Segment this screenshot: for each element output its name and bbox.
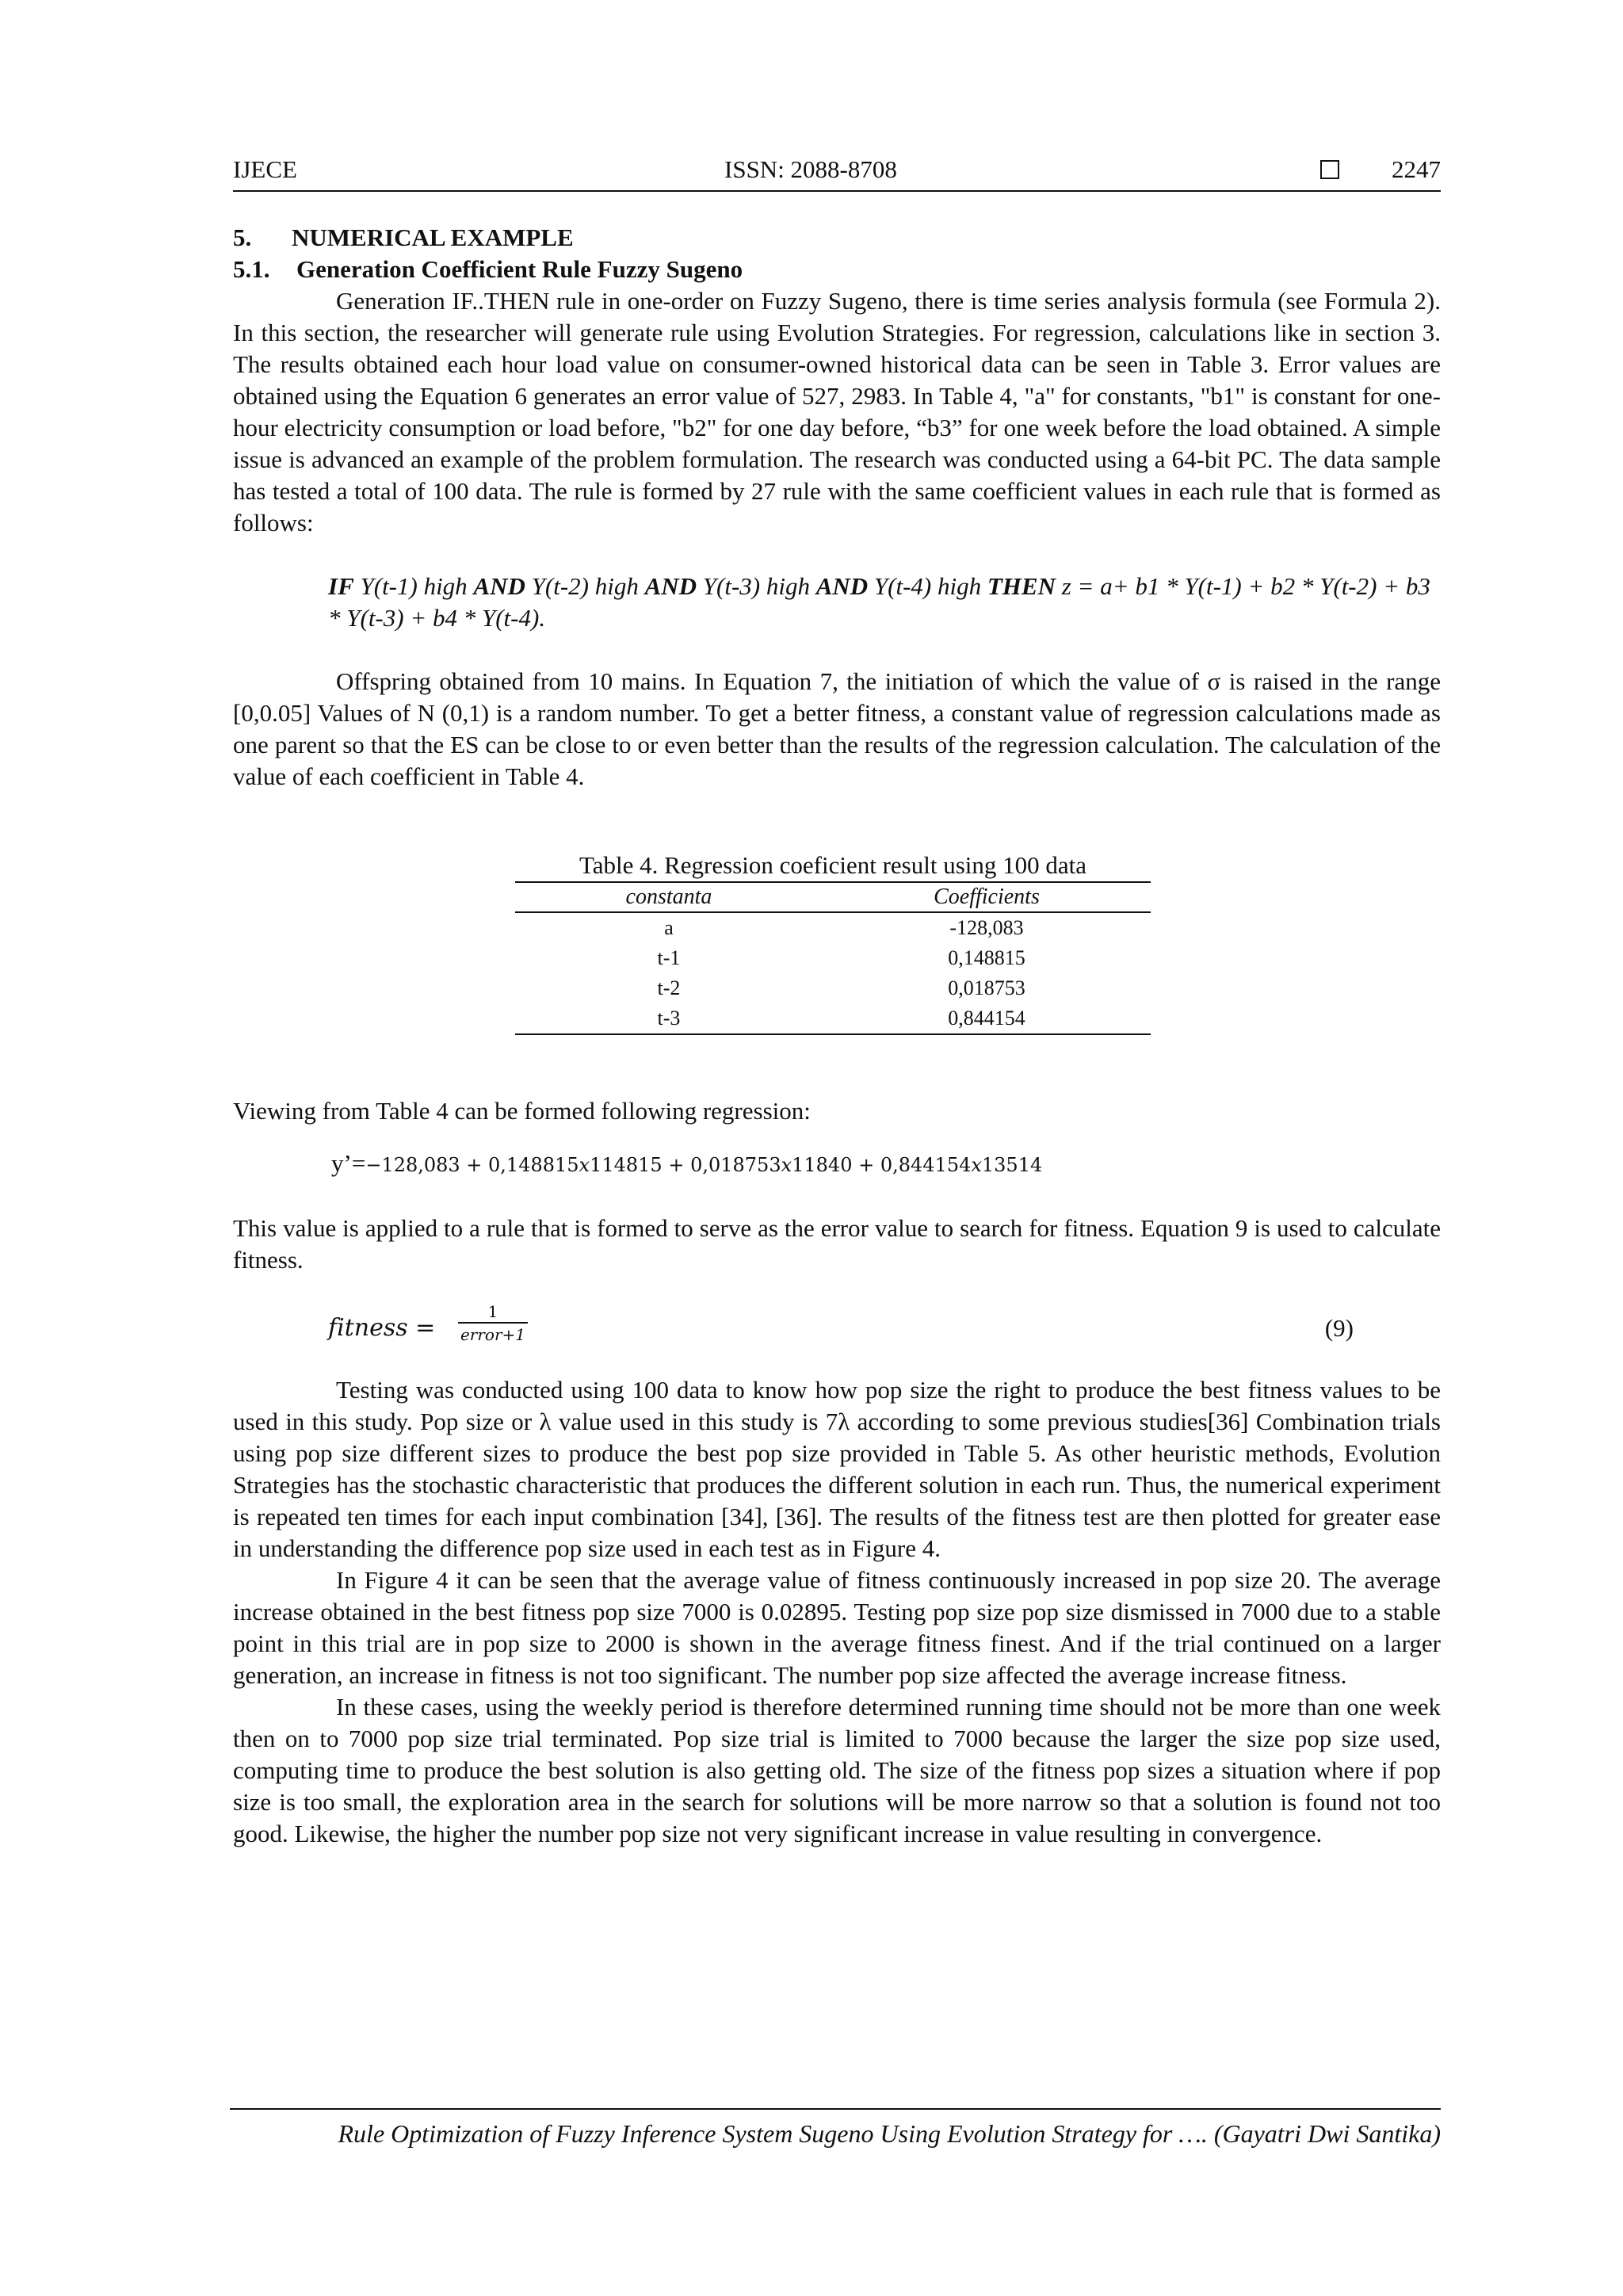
subsection-title: Generation Coefficient Rule Fuzzy Sugeno: [296, 255, 743, 283]
paragraph: Offspring obtained from 10 mains. In Equation 7, the initiation of which the value of σ is raised in the range [0,0.05] Values of N (0,1) is a random number. To get a better fitness, a constant value of regression calculations made as one parent so that the ES can be close to or even better than the results of the regression calculation. The calculation of the value of each coefficient in Table 4.: [233, 667, 1441, 790]
page-body: [233, 222, 1441, 1850]
page-number: 2247: [1392, 155, 1441, 183]
rule-and: AND: [644, 572, 697, 600]
page-header: [233, 155, 1441, 192]
table-cell: t-3: [657, 1007, 681, 1030]
table-row: [515, 943, 1151, 973]
table-caption: Table 4. Regression coeficient result using 100 data: [579, 851, 1087, 879]
paragraph: Generation IF..THEN rule in one-order on Fuzzy Sugeno, there is time series analysis formula (see Formula 2). In this section, the researcher will generate rule using Evolution Strategies. For regression, calculations like in section 3. The results obtained each hour load value on consumer-owned historical data can be seen in Table 3. Error values are obtained using the Equation 6 generates an error value of 527, 2983. In Table 4, "a" for constants, "b1" is constant for one-hour electricity consumption or load before, "b2" for one day before, “b3” for one week before the load obtained. A simple issue is advanced an example of the problem formulation. The research was conducted using a 64-bit PC. The data sample has tested a total of 100 data. The rule is formed by 27 rule with the same coefficient values in each rule that is formed as follows:: [233, 287, 1441, 537]
coefficient-table: [515, 881, 1151, 1035]
table-cell: -128,083: [949, 916, 1024, 939]
rule-if: IF: [328, 572, 354, 600]
table-cell: 0,844154: [948, 1007, 1025, 1030]
regression-equation: [331, 1148, 1441, 1181]
paragraph: In Figure 4 it can be seen that the average value of fitness continuously increased in pop size 20. The average increase obtained in the best fitness pop size 7000 is 0.02895. Testing pop size pop size dismissed in 7000 due to a stable point in this trial are in pop size to 2000 is shown in the average fitness finest. And if the trial continued on a larger generation, an increase in fitness is not too significant. The number pop size affected the average increase fitness.: [233, 1566, 1441, 1689]
table-cell: t-2: [657, 976, 681, 999]
table-cell: 0,148815: [948, 946, 1025, 969]
table-cell: t-1: [657, 946, 681, 969]
paragraph: Testing was conducted using 100 data to know how pop size the right to produce the best fitness values to be used in this study. Pop size or λ value used in this study is 7λ according to some previous studies[36] Combination trials using pop size different sizes to produce the best pop size provided in Table 5. As other heuristic methods, Evolution Strategies has the stochastic characteristic that produces the different solution in each run. Thus, the numerical experiment is repeated ten times for each input combination [34], [36]. The results of the fitness test are then plotted for greater ease in understanding the difference pop size used in each test as in Figure 4.: [233, 1376, 1441, 1562]
subsection-number: 5.1.: [233, 255, 270, 283]
rule-and: AND: [473, 572, 525, 600]
equation-number: (9): [1324, 1314, 1354, 1342]
paragraph: This value is applied to a rule that is formed to serve as the error value to search for fitness. Equation 9 is used to calculate fitness.: [233, 1214, 1441, 1274]
regression-lhs: y’=: [331, 1149, 366, 1177]
section-heading: [233, 222, 1441, 254]
column-header: constanta: [515, 882, 823, 912]
subsection-heading: [233, 254, 1441, 285]
paragraph: Viewing from Table 4 can be formed following regression:: [233, 1097, 811, 1125]
rule-cond: Y(t-2) high: [525, 572, 645, 600]
issn: ISSN: 2088-8708: [724, 155, 897, 183]
table-cell: a: [664, 916, 674, 939]
rule-and: AND: [815, 572, 869, 600]
table-header-row: [515, 882, 1151, 912]
fitness-lhs: 𝑓𝑖𝑡𝑛𝑒𝑠𝑠 =: [328, 1314, 436, 1342]
section-number: 5.: [233, 223, 252, 251]
fraction-denominator: 𝑒𝑟𝑟𝑜𝑟+1: [460, 1325, 526, 1344]
rule-consequent: z = a+ b1 * Y(t-1) + b2 * Y(t-2) + b3 * Y(t-3) + b4 * Y(t-4).: [328, 572, 1430, 632]
table-row: [515, 912, 1151, 943]
rule-then: THEN: [987, 572, 1056, 600]
rule-cond: Y(t-4) high: [868, 572, 987, 600]
column-header: Coefficients: [823, 882, 1151, 912]
table-row: [515, 1003, 1151, 1034]
fuzzy-rule: [328, 571, 1441, 634]
square-icon: [1320, 160, 1339, 179]
regression-rhs: −128,083 + 0,148815𝑥114815 + 0,018753𝑥11840 + 0,844154𝑥13514: [365, 1154, 1043, 1176]
table-4: [515, 850, 1151, 1035]
page-footer: Rule Optimization of Fuzzy Inference System Sugeno Using Evolution Strategy for …. (Gayatri Dwi Santika): [230, 2108, 1441, 2160]
paragraph: In these cases, using the weekly period is therefore determined running time should not be more than one week then on to 7000 pop size trial terminated. Pop size trial is limited to 7000 because the larger the size pop size used, computing time to produce the best solution is also getting old. The size of the fitness pop sizes a situation where if pop size is too small, the exploration area in the search for solutions will be more narrow so that a solution is found not too good. Likewise, the higher the number pop size not very significant increase in value resulting in convergence.: [233, 1693, 1441, 1847]
rule-cond: Y(t-1) high: [353, 572, 474, 600]
fraction: [458, 1301, 528, 1346]
section-title: NUMERICAL EXAMPLE: [292, 223, 574, 251]
journal-name: IJECE: [233, 155, 297, 183]
table-row: [515, 973, 1151, 1003]
table-cell: 0,018753: [948, 976, 1025, 999]
fitness-equation: [233, 1301, 1441, 1365]
fraction-numerator: 1: [458, 1301, 528, 1324]
rule-cond: Y(t-3) high: [697, 572, 816, 600]
